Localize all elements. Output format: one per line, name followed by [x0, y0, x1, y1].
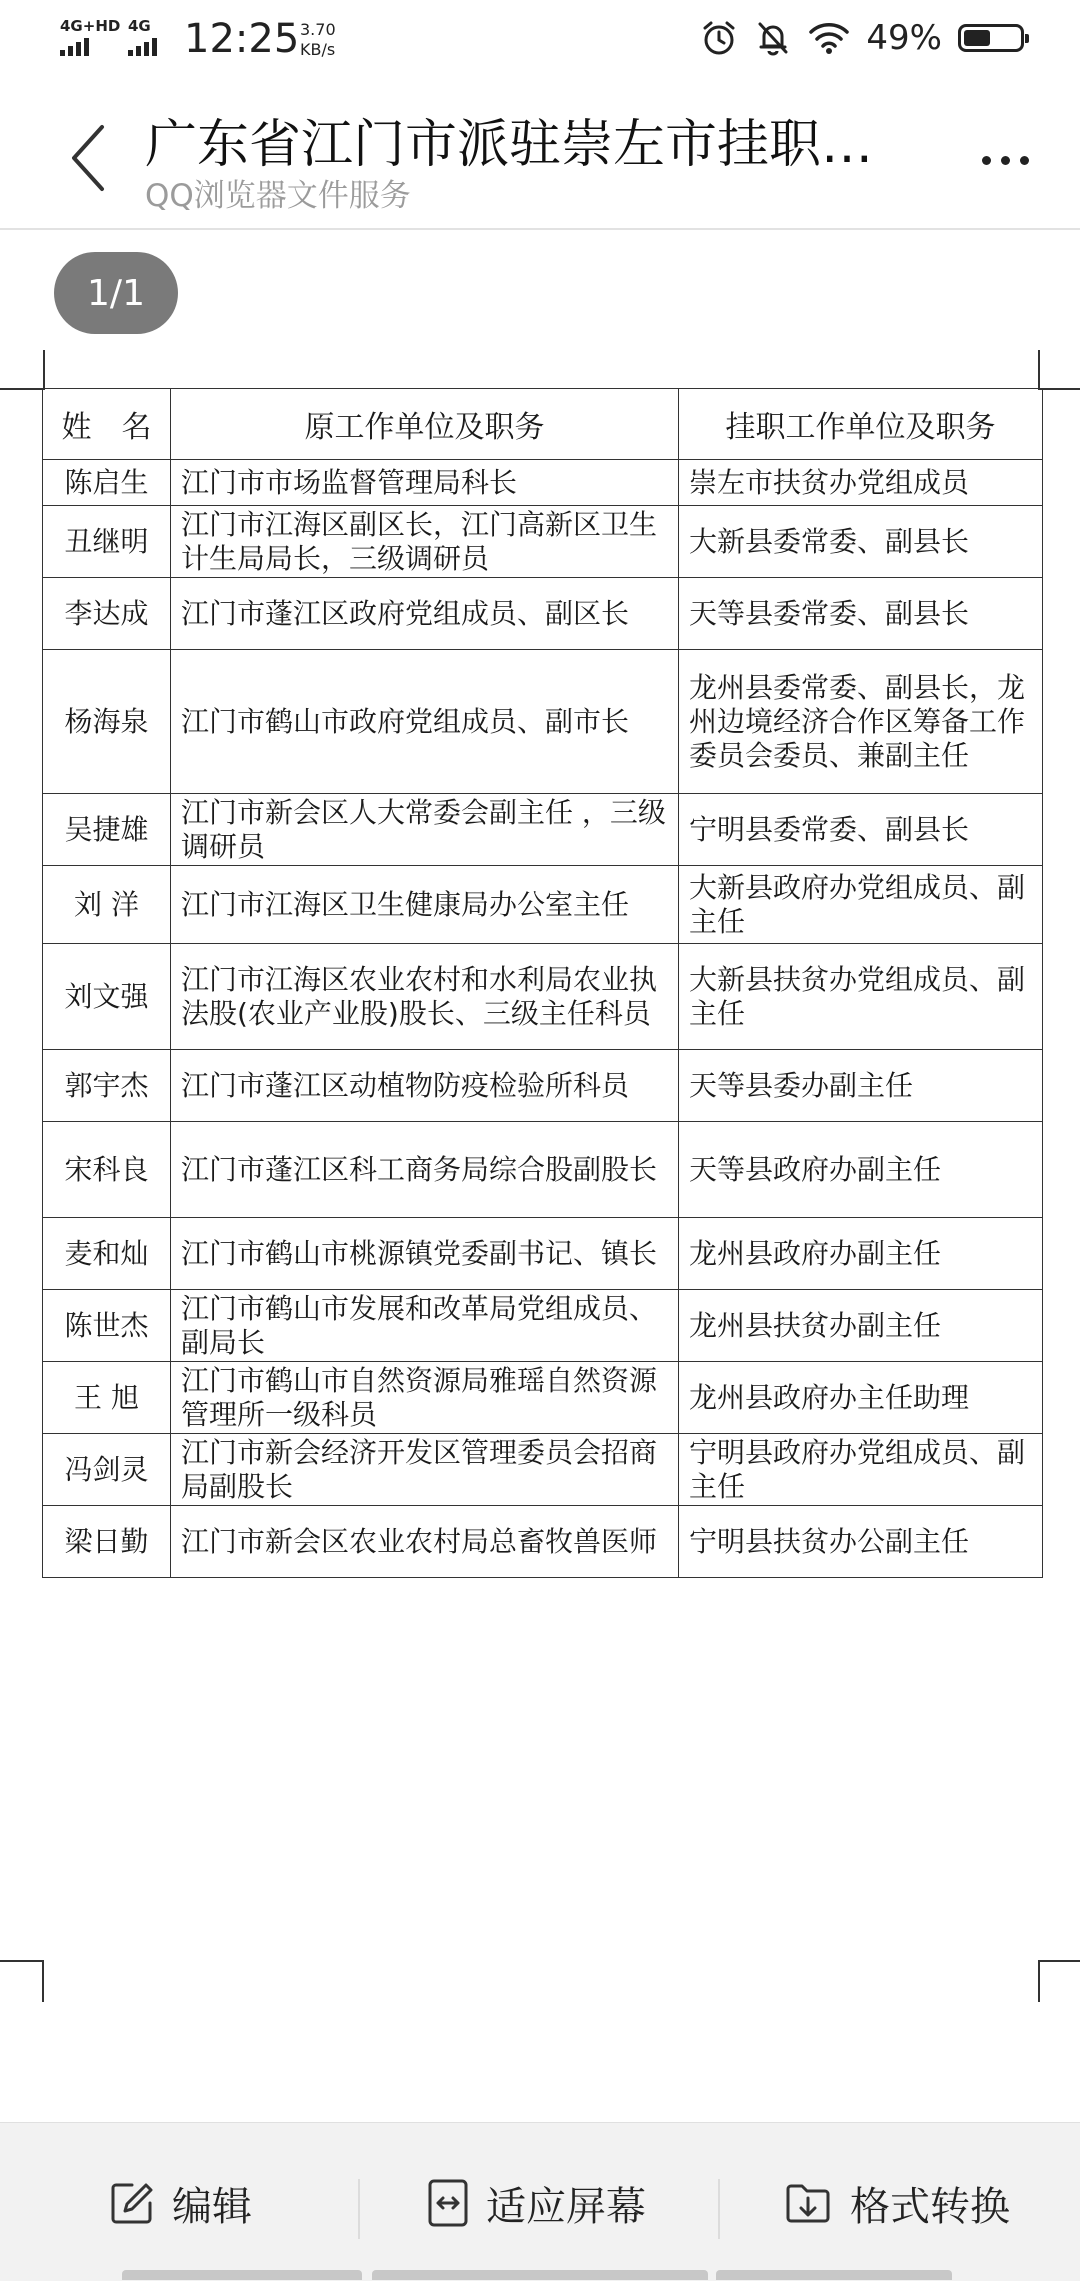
cell-original-position: 江门市新会经济开发区管理委员会招商局副股长: [171, 1434, 679, 1506]
format-convert-icon: [784, 2181, 832, 2225]
table-row: [43, 1050, 1043, 1122]
page-corner-mark: [42, 350, 45, 390]
app-header: [0, 90, 1080, 230]
cell-original-position: 江门市新会区人大常委会副主任 ，三级调研员: [171, 794, 679, 866]
cell-assigned-position: 崇左市扶贫办党组成员: [679, 460, 1043, 506]
table-row: [43, 1434, 1043, 1506]
cell-original-position: 江门市江海区卫生健康局办公室主任: [171, 866, 679, 944]
page-corner-mark: [1040, 388, 1080, 390]
battery-fill: [964, 30, 990, 46]
cell-assigned-position: 龙州县扶贫办副主任: [679, 1290, 1043, 1362]
cell-original-position: 江门市新会区农业农村局总畜牧兽医师: [171, 1506, 679, 1578]
cell-assigned-position: 龙州县政府办主任助理: [679, 1362, 1043, 1434]
table-row: [43, 1122, 1043, 1218]
bottom-toolbar: [0, 2122, 1080, 2281]
cell-name: 刘文强: [43, 944, 171, 1050]
cell-name: 杨海泉: [43, 650, 171, 794]
cell-original-position: 江门市蓬江区动植物防疫检验所科员: [171, 1050, 679, 1122]
cell-assigned-position: 宁明县扶贫办公副主任: [679, 1506, 1043, 1578]
cell-name: 梁日勤: [43, 1506, 171, 1578]
scroll-indicator: [716, 2270, 952, 2280]
edit-icon: [110, 2181, 154, 2225]
cell-assigned-position: 大新县委常委、副县长: [679, 506, 1043, 578]
cell-name: 陈启生: [43, 460, 171, 506]
table-row: [43, 460, 1043, 506]
format-convert-label: 格式转换: [850, 2183, 1010, 2230]
signal-bars-icon: [60, 36, 120, 56]
cell-original-position: 江门市江海区副区长，江门高新区卫生计生局局长，三级调研员: [171, 506, 679, 578]
cell-name: 吴捷雄: [43, 794, 171, 866]
cell-assigned-position: 天等县政府办副主任: [679, 1122, 1043, 1218]
header-assigned-position: 挂职工作单位及职务: [679, 389, 1043, 460]
table-header-row: [43, 389, 1043, 460]
format-convert-button[interactable]: [784, 2163, 1010, 2243]
page-corner-mark: [1038, 350, 1040, 390]
cell-name: 陈世杰: [43, 1290, 171, 1362]
document-title: 广东省江门市派驻崇左市挂职…: [145, 115, 874, 175]
cell-original-position: 江门市鹤山市桃源镇党委副书记、镇长: [171, 1218, 679, 1290]
table-row: [43, 866, 1043, 944]
network-speed-unit: KB/s: [300, 40, 336, 59]
status-bar: [0, 0, 1080, 80]
toolbar-divider: [718, 2179, 720, 2239]
cell-name: 麦和灿: [43, 1218, 171, 1290]
back-button[interactable]: [58, 118, 118, 198]
cell-original-position: 江门市蓬江区政府党组成员、副区长: [171, 578, 679, 650]
cell-assigned-position: 大新县扶贫办党组成员、副主任: [679, 944, 1043, 1050]
signal-4g-hd: [60, 18, 120, 56]
cell-original-position: 江门市鹤山市发展和改革局党组成员、副局长: [171, 1290, 679, 1362]
scroll-indicator: [372, 2270, 708, 2280]
cell-assigned-position: 宁明县政府办党组成员、副主任: [679, 1434, 1043, 1506]
status-icons: [700, 18, 1024, 58]
page-corner-mark: [1038, 1960, 1080, 1962]
alarm-icon: [700, 19, 738, 57]
cell-assigned-position: 天等县委办副主任: [679, 1050, 1043, 1122]
wifi-icon: [808, 20, 850, 56]
more-icon: [1020, 156, 1029, 165]
table-row: [43, 944, 1043, 1050]
network-type-2: 4G: [128, 17, 151, 35]
table-row: [43, 794, 1043, 866]
cell-original-position: 江门市鹤山市政府党组成员、副市长: [171, 650, 679, 794]
cell-assigned-position: 大新县政府办党组成员、副主任: [679, 866, 1043, 944]
cell-assigned-position: 龙州县委常委、副县长，龙州边境经济合作区筹备工作委员会委员、兼副主任: [679, 650, 1043, 794]
page-corner-mark: [0, 1960, 42, 1962]
network-speed: [300, 20, 336, 60]
edit-button[interactable]: [110, 2163, 252, 2243]
cell-original-position: 江门市市场监督管理局科长: [171, 460, 679, 506]
cell-name: 王 旭: [43, 1362, 171, 1434]
cell-name: 丑继明: [43, 506, 171, 578]
page-corner-mark: [1038, 1960, 1040, 2002]
more-button[interactable]: [970, 140, 1040, 180]
personnel-table: [42, 388, 1043, 1578]
mute-bell-icon: [754, 19, 792, 57]
fit-screen-label: 适应屏幕: [486, 2183, 646, 2230]
signal-4g: [128, 18, 157, 56]
table-row: [43, 578, 1043, 650]
document-source: QQ浏览器文件服务: [145, 178, 411, 214]
more-icon: [1001, 156, 1010, 165]
signal-bars-icon: [128, 36, 157, 56]
fit-screen-icon: [428, 2179, 468, 2227]
clock: 12:25: [184, 16, 300, 62]
cell-name: 刘 洋: [43, 866, 171, 944]
battery-icon: [958, 24, 1024, 52]
cell-original-position: 江门市江海区农业农村和水利局农业执法股(农业产业股)股长、三级主任科员: [171, 944, 679, 1050]
header-name: 姓 名: [43, 389, 171, 460]
header-original-position: 原工作单位及职务: [171, 389, 679, 460]
cell-name: 宋科良: [43, 1122, 171, 1218]
cell-original-position: 江门市鹤山市自然资源局雅瑶自然资源管理所一级科员: [171, 1362, 679, 1434]
cell-assigned-position: 宁明县委常委、副县长: [679, 794, 1043, 866]
table-row: [43, 1218, 1043, 1290]
cell-original-position: 江门市蓬江区科工商务局综合股副股长: [171, 1122, 679, 1218]
toolbar-divider: [358, 2179, 360, 2239]
edit-label: 编辑: [172, 2183, 252, 2230]
table-row: [43, 1362, 1043, 1434]
page-corner-mark: [0, 388, 42, 390]
scroll-indicator: [122, 2270, 362, 2280]
table-row: [43, 650, 1043, 794]
table-row: [43, 1290, 1043, 1362]
table-row: [43, 1506, 1043, 1578]
network-type-1: 4G+HD: [60, 17, 121, 35]
fit-screen-button[interactable]: [428, 2163, 646, 2243]
back-icon: [68, 123, 108, 193]
network-speed-value: 3.70: [300, 20, 336, 39]
cell-name: 郭宇杰: [43, 1050, 171, 1122]
table-row: [43, 506, 1043, 578]
cell-assigned-position: 龙州县政府办副主任: [679, 1218, 1043, 1290]
battery-percent: 49%: [866, 18, 942, 58]
cell-assigned-position: 天等县委常委、副县长: [679, 578, 1043, 650]
cell-name: 冯剑灵: [43, 1434, 171, 1506]
more-icon: [982, 156, 991, 165]
page-corner-mark: [42, 1960, 44, 2002]
cell-name: 李达成: [43, 578, 171, 650]
page-indicator: 1/1: [54, 252, 178, 334]
